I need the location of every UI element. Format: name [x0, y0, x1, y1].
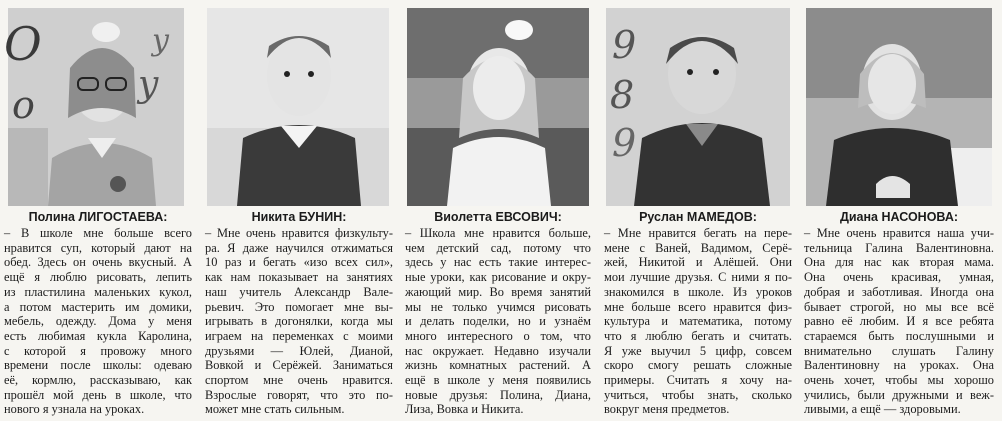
article-column-2 [205, 0, 393, 421]
svg-text:8: 8 [610, 73, 635, 117]
article-4-line: знакомился в школе. Из уроков [604, 284, 792, 299]
article-1-author: Полина ЛИГОСТАЕВА: [28, 210, 168, 224]
article-3-line: – Школа мне нравится больше, [405, 226, 591, 240]
girl-portrait-icon [4, 8, 184, 206]
article-5-line: тельница Галина Валентиновна. [804, 240, 994, 255]
article-4-quote [604, 226, 792, 417]
article-4-line: жей, Никитой и Алёшей. Они [604, 255, 792, 270]
article-5-line: учились, были дружными и веж- [804, 387, 994, 402]
article-5-line: добрая и заботливая. Иногда она [804, 284, 994, 299]
article-4-line: что я люблю бегать и считать. [604, 328, 792, 343]
article-1-line: её, кормлю, рассказываю, как [4, 373, 192, 388]
article-3-author: Виолетта ЕВСОВИЧ: [434, 210, 562, 224]
article-5-line: Она для нас как вторая мама. [804, 255, 994, 270]
article-5-line: стараемся быть послушными и [804, 328, 994, 343]
article-3-line: Лиза, Вовка и Никита. [405, 402, 524, 417]
article-1-line: ещё я люблю рисовать, лепить [4, 270, 192, 285]
article-4-author: Руслан МАМЕДОВ: [639, 210, 757, 224]
article-2-line: наш учитель Александр Вале- [205, 284, 393, 299]
article-2-line: – Мне очень нравится физкульту- [205, 226, 393, 240]
article-column-5 [804, 0, 994, 421]
article-3-line: ещё в школе у меня появились [405, 373, 591, 388]
article-2-quote [205, 226, 393, 417]
article-1-line: – В школе мне больше всего [4, 226, 192, 240]
girl-portrait-icon [407, 8, 589, 206]
article-1-line: нового я узнала на уроках. [4, 402, 145, 417]
article-3-line: жающий мир. Во время занятий [405, 284, 591, 299]
article-1-line: мебель, одежду. Дома у меня [4, 314, 192, 329]
article-2-author: Никита БУНИН: [251, 210, 347, 224]
article-4-line: мене с Ваней, Вадимом, Серё- [604, 240, 792, 255]
article-column-3 [405, 0, 591, 421]
article-4-line: скоро смогу решать сложные [604, 358, 792, 373]
article-4-line: мои лучшие друзья. С ними я по- [604, 270, 792, 285]
svg-text:O: O [4, 17, 42, 71]
article-1-line: из пластилина маленьких кукол, [4, 284, 192, 299]
article-column-1 [4, 0, 192, 421]
article-5-line: бывает строгой, но мы все всё [804, 299, 994, 314]
article-5-line: очень хочет, чтобы мы хорошо [804, 373, 994, 388]
article-3-line: много интересного о том, что [405, 328, 591, 343]
article-2-line: как нам показывает на занятиях [205, 270, 393, 285]
article-3-line: мы не только учимся рисовать [405, 299, 591, 314]
article-1-line: с которой я провожу много [4, 343, 192, 358]
svg-text:y: y [138, 64, 159, 105]
article-3-line: здесь у нас есть такие интерес- [405, 255, 591, 270]
girl-portrait-icon [806, 8, 992, 206]
article-1-line: времени после школы: одеваю [4, 358, 192, 373]
article-3-line: ные уроки, как рисование и окру- [405, 270, 591, 285]
boy-portrait-icon [207, 8, 389, 206]
boy-portrait-icon [606, 8, 790, 206]
article-2-line: спортом мне очень нравится. [205, 373, 393, 388]
article-1-quote [4, 226, 192, 417]
article-4-line: культура и математика, потому [604, 314, 792, 329]
article-5-author: Диана НАСОНОВА: [839, 210, 959, 224]
svg-text:9: 9 [612, 121, 637, 165]
article-1-line: прошёл мой день в школе, что [4, 387, 192, 402]
article-5-line: Она очень красивая, умная, [804, 270, 994, 285]
article-2-line: может мне стать сильным. [205, 402, 345, 417]
article-5-line: Валентиновну на уроках. Она [804, 358, 994, 373]
article-4-line: вокруг меня предметов. [604, 402, 730, 417]
article-4-line: – Мне нравится бегать на пере- [604, 226, 792, 240]
article-3-line: и делать поделки, но и узнаём [405, 314, 591, 329]
article-5-line: внимательно слушать Галину [804, 343, 994, 358]
article-1-line: есть любимая кукла Каролина, [4, 328, 192, 343]
article-4-line: Я уже выучил 5 цифр, совсем [604, 343, 792, 358]
article-3-quote [405, 226, 591, 417]
article-column-4 [604, 0, 792, 421]
article-3-line: нас окружает. Недавно изучали [405, 343, 591, 358]
svg-text:9: 9 [612, 23, 637, 67]
article-2-line: играем на переменках с моими [205, 328, 393, 343]
article-1-line: обед. Здесь он очень вкусный. А [4, 255, 192, 270]
article-5-quote [804, 226, 994, 417]
article-2-line: 10 раз и бегать «изо всех сил», [205, 255, 393, 270]
article-2-line: Взрослые говорят, что это по- [205, 387, 393, 402]
article-2-line: ра. Я даже научился отжиматься [205, 240, 393, 255]
article-1-line: а потом мастерить им домики, [4, 299, 192, 314]
svg-text:o: o [12, 83, 35, 127]
article-2-line: друзьями — Юлей, Дианой, [205, 343, 393, 358]
article-3-line: новые друзья: Полина, Диана, [405, 387, 591, 402]
article-5-line: ливыми, а ещё — здоровыми. [804, 402, 961, 417]
article-1-line: нравится суп, который дают на [4, 240, 192, 255]
article-5-line: – Мне очень нравится наша учи- [804, 226, 994, 240]
article-4-line: мне больше всего нравится физ- [604, 299, 792, 314]
article-4-line: примеры. Считать я хочу на- [604, 373, 792, 388]
article-3-line: чем детский сад, потому что [405, 240, 591, 255]
article-2-line: рьевич. Это помогает мне вы- [205, 299, 393, 314]
article-2-line: игрывать в догонялки, когда мы [205, 314, 393, 329]
article-4-line: учиться, чтобы знать, сколько [604, 387, 792, 402]
svg-text:y: y [152, 23, 169, 58]
article-3-line: жизнь комнатных растений. А [405, 358, 591, 373]
article-2-line: Вовкой и Серёжей. Заниматься [205, 358, 393, 373]
article-5-line: равно её любим. И я все ребята [804, 314, 994, 329]
